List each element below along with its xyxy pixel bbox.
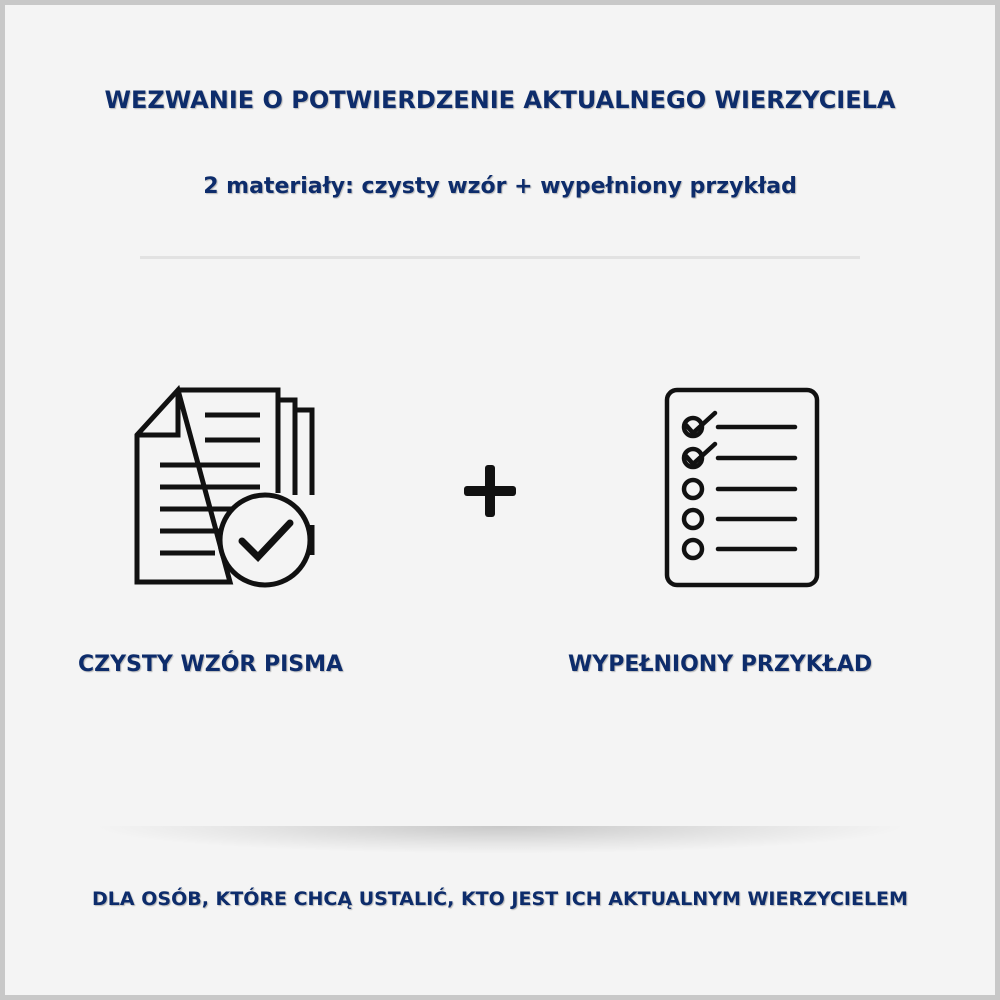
page-title: WEZWANIE O POTWIERDZENIE AKTUALNEGO WIERZYCIELA <box>104 86 896 114</box>
checklist-icon <box>660 385 825 590</box>
filled-example-label: WYPEŁNIONY PRZYKŁAD <box>568 652 873 677</box>
footer-tagline: DLA OSÓB, KTÓRE CHCĄ USTALIĆ, KTO JEST ICH AKTUALNYM WIERZYCIELEM <box>92 888 908 910</box>
divider <box>140 256 860 259</box>
shadow-divider <box>90 826 910 854</box>
blank-template-label: CZYSTY WZÓR PISMA <box>78 652 344 677</box>
page-subtitle: 2 materiały: czysty wzór + wypełniony przykład <box>203 174 797 199</box>
plus-icon <box>460 460 520 520</box>
documents-check-icon <box>130 385 320 590</box>
